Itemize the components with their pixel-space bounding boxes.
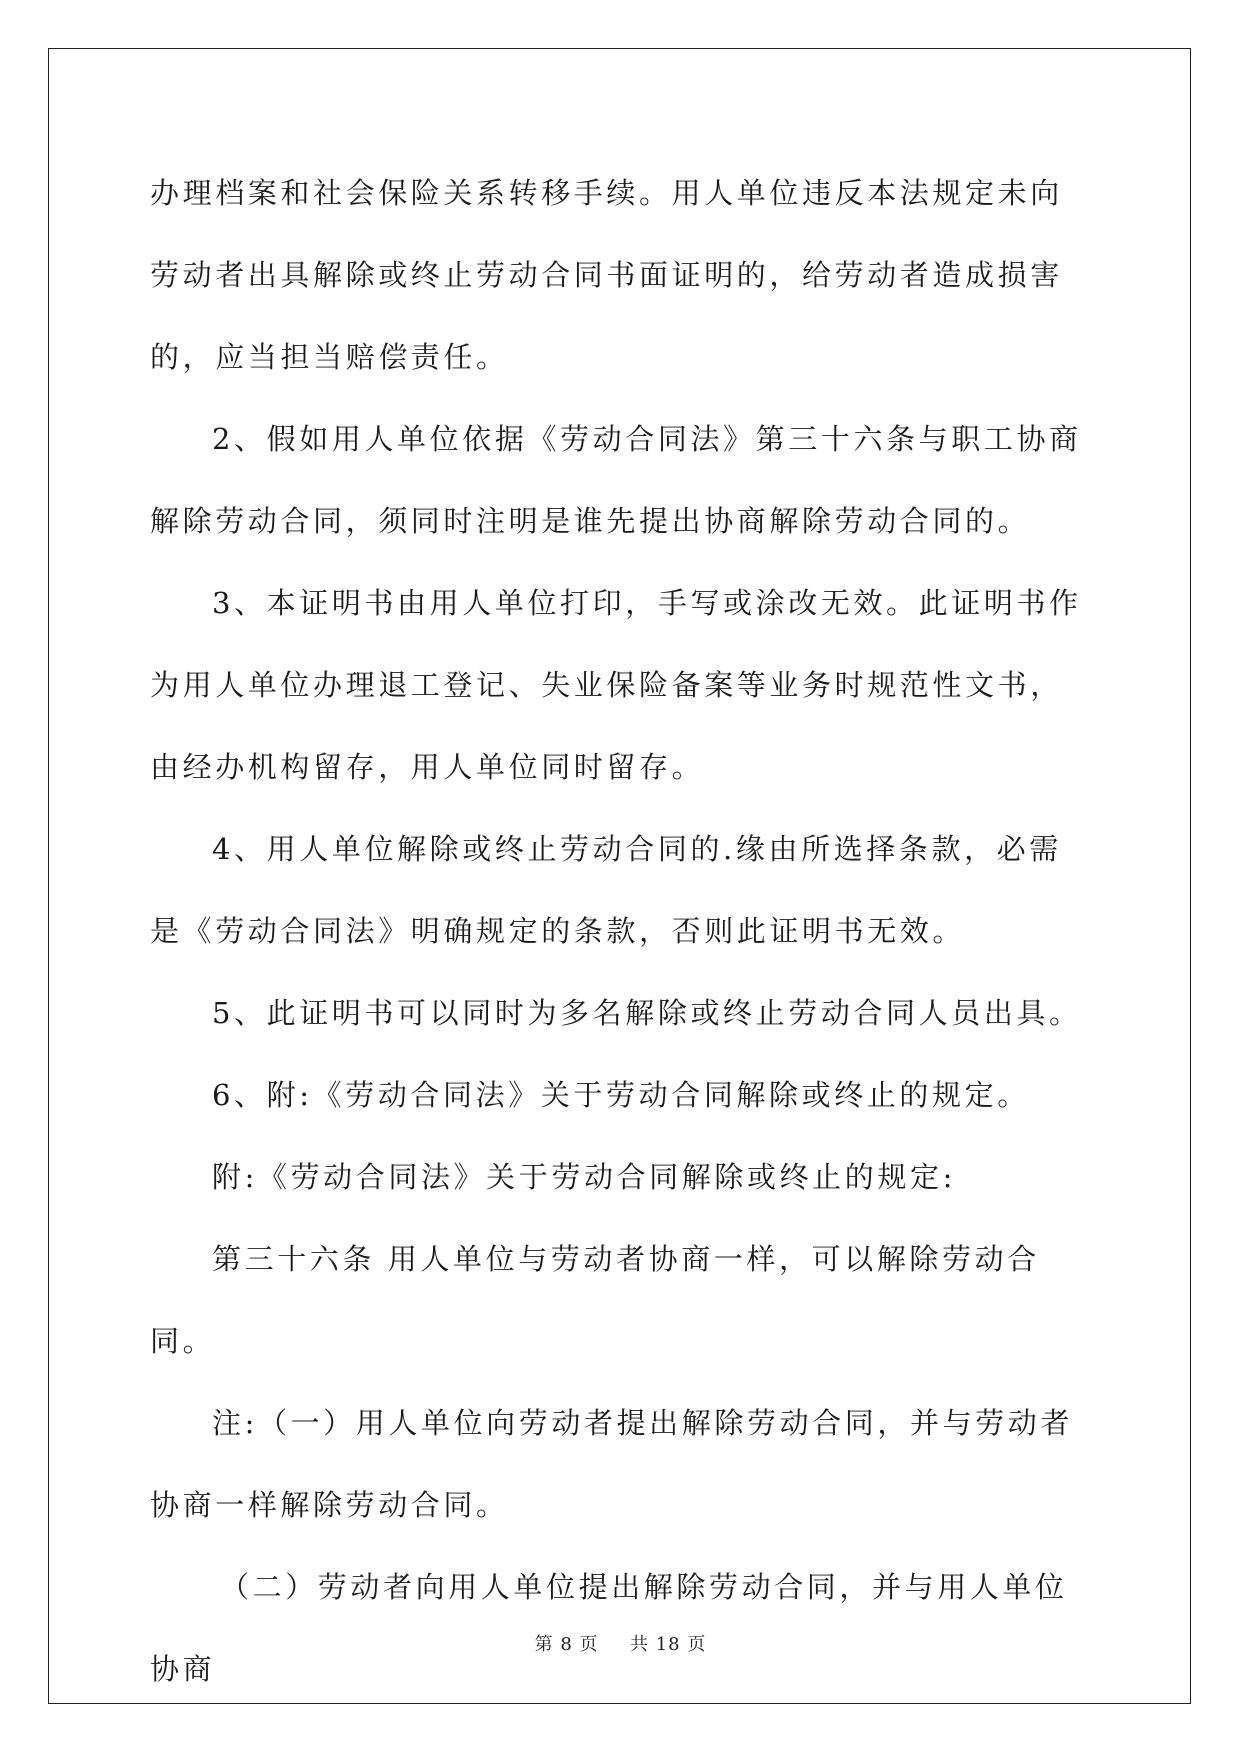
document-body xyxy=(150,152,1090,1710)
paragraph-4: 4、用人单位解除或终止劳动合同的.缘由所选择条款，必需是《劳动合同法》明确规定的条款，否则此证明书无效。 xyxy=(150,832,1062,948)
paragraph-10: （二）劳动者向用人单位提出解除劳动合同，并与用人单位协商 xyxy=(150,1570,1068,1686)
total-pages: 共 18 页 xyxy=(630,1634,707,1655)
paragraph-6: 6、附:《劳动合同法》关于劳动合同解除或终止的规定。 xyxy=(212,1078,1030,1112)
paragraph-7: 附:《劳动合同法》关于劳动合同解除或终止的规定: xyxy=(212,1160,956,1194)
paragraph-1: 办理档案和社会保险关系转移手续。用人单位违反本法规定未向劳动者出具解除或终止劳动合同书面证明的，给劳动者造成损害的，应当担当赔偿责任。 xyxy=(150,176,1063,374)
paragraph-9: 注:（一）用人单位向劳动者提出解除劳动合同，并与劳动者协商一样解除劳动合同。 xyxy=(150,1406,1073,1522)
page-number: 第 8 页 xyxy=(534,1634,599,1655)
paragraph-3: 3、本证明书由用人单位打印，手写或涂改无效。此证明书作为用人单位办理退工登记、失业保险备案等业务时规范性文书，由经办机构留存，用人单位同时留存。 xyxy=(150,586,1082,784)
paragraph-2: 2、假如用人单位依据《劳动合同法》第三十六条与职工协商解除劳动合同，须同时注明是谁先提出协商解除劳动合同的。 xyxy=(150,422,1082,538)
paragraph-5: 5、此证明书可以同时为多名解除或终止劳动合同人员出具。 xyxy=(212,996,1082,1030)
page-footer xyxy=(0,1630,1241,1656)
paragraph-8: 第三十六条 用人单位与劳动者协商一样，可以解除劳动合同。 xyxy=(150,1242,1040,1358)
